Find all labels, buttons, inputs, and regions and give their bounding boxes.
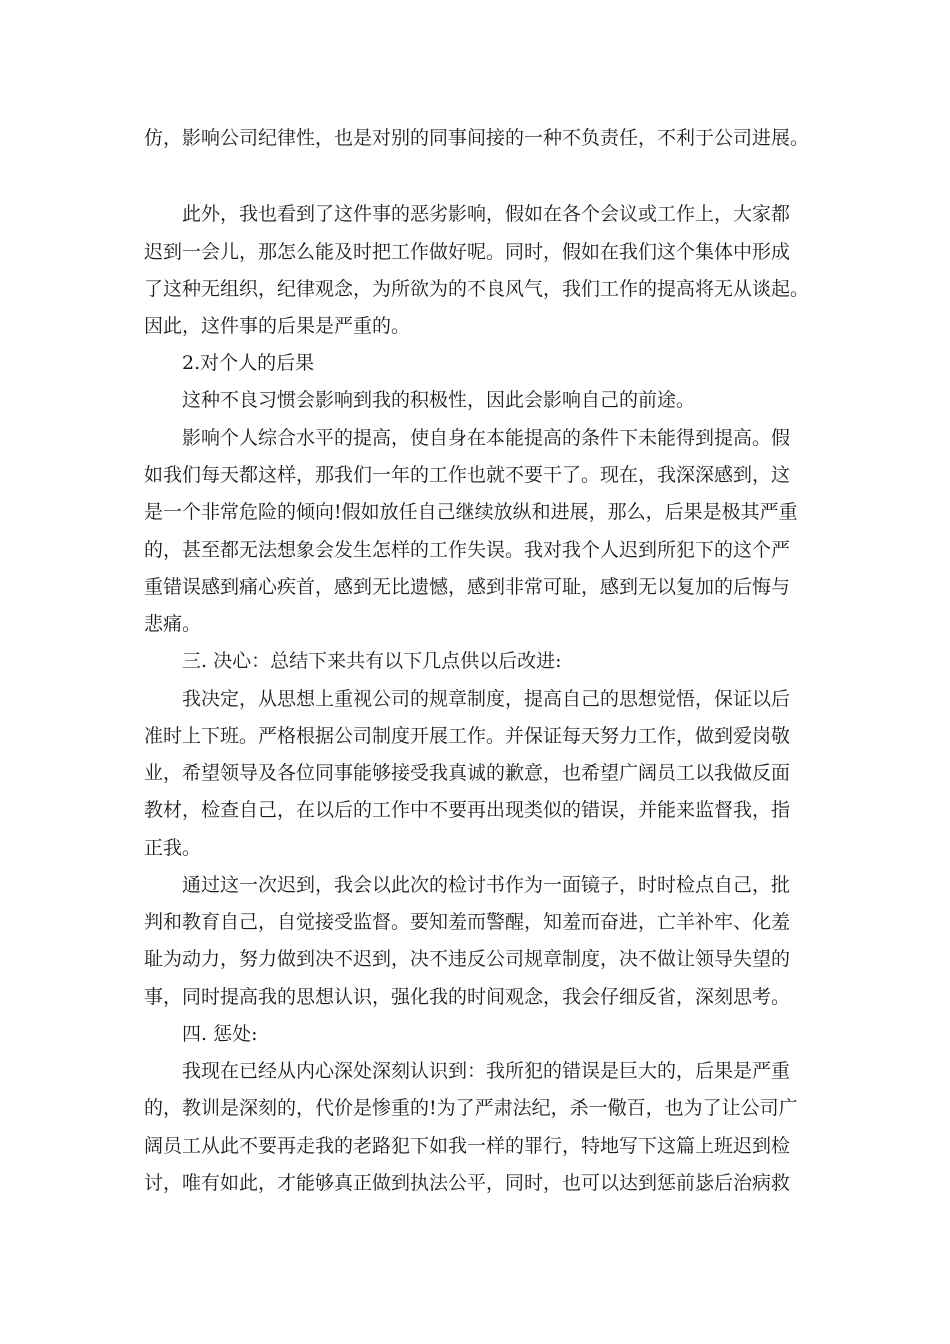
text-line: 迟到一会儿，那怎么能及时把工作做好呢。同时，假如在我们这个集体中形成 <box>144 241 791 263</box>
text-line: 判和教育自己，自觉接受监督。要知羞而警醒，知羞而奋进，亡羊补牢、化羞 <box>144 911 791 933</box>
text-line: 准时上下班。严格根据公司制度开展工作。并保证每天努力工作，做到爱岗敬 <box>144 725 791 747</box>
text-line: 的，甚至都无法想象会发生怎样的工作失误。我对我个人迟到所犯下的这个严 <box>144 539 791 561</box>
text-line: 讨，唯有如此，才能够真正做到执法公平，同时，也可以达到惩前毖后治病救 <box>144 1172 791 1194</box>
text-line: 通过这一次迟到，我会以此次的检讨书作为一面镜子，时时检点自己，批 <box>182 874 791 896</box>
text-line: 我现在已经从内心深处深刻认识到：我所犯的错误是巨大的，后果是严重 <box>182 1060 791 1082</box>
text-line: 重错误感到痛心疾首，感到无比遗憾，感到非常可耻，感到无以复加的后悔与 <box>144 576 791 598</box>
text-line: 仿，影响公司纪律性，也是对别的同事间接的一种不负责任，不利于公司进展。 <box>144 127 810 149</box>
text-line: 正我。 <box>144 837 202 859</box>
section-heading: 2.对个人的后果 <box>182 352 315 374</box>
text-line: 是一个非常危险的倾向!假如放任自己继续放纵和进展，那么，后果是极其严重 <box>144 501 798 523</box>
text-line: 教材，检查自己，在以后的工作中不要再出现类似的错误，并能来监督我，指 <box>144 799 791 821</box>
text-line: 事，同时提高我的思想认识，强化我的时间观念，我会仔细反省，深刻思考。 <box>144 986 791 1008</box>
text-line: 我决定，从思想上重视公司的规章制度，提高自己的思想觉悟，保证以后 <box>182 688 791 710</box>
text-line: 了这种无组织，纪律观念，为所欲为的不良风气，我们工作的提高将无从谈起。 <box>144 278 810 300</box>
text-line: 因此，这件事的后果是严重的。 <box>144 315 411 337</box>
text-line: 如我们每天都这样，那我们一年的工作也就不要干了。现在，我深深感到，这 <box>144 464 791 486</box>
text-line: 阔员工从此不要再走我的老路犯下如我一样的罪行，特地写下这篇上班迟到检 <box>144 1135 791 1157</box>
text-line: 悲痛。 <box>144 613 202 635</box>
text-line: 业，希望领导及各位同事能够接受我真诚的歉意，也希望广阔员工以我做反面 <box>144 762 791 784</box>
section-heading: 三. 决心：总结下来共有以下几点供以后改进: <box>182 650 562 672</box>
section-heading: 四. 惩处: <box>182 1023 258 1045</box>
text-line: 的，教训是深刻的，代价是惨重的!为了严肃法纪，杀一儆百，也为了让公司广 <box>144 1097 798 1119</box>
text-line: 此外，我也看到了这件事的恶劣影响，假如在各个会议或工作上，大家都 <box>182 203 791 225</box>
text-line: 这种不良习惯会影响到我的积极性，因此会影响自己的前途。 <box>182 389 696 411</box>
text-line: 影响个人综合水平的提高，使自身在本能提高的条件下未能得到提高。假 <box>182 427 791 449</box>
text-line: 耻为动力，努力做到决不迟到，决不违反公司规章制度，决不做让领导失望的 <box>144 948 791 970</box>
